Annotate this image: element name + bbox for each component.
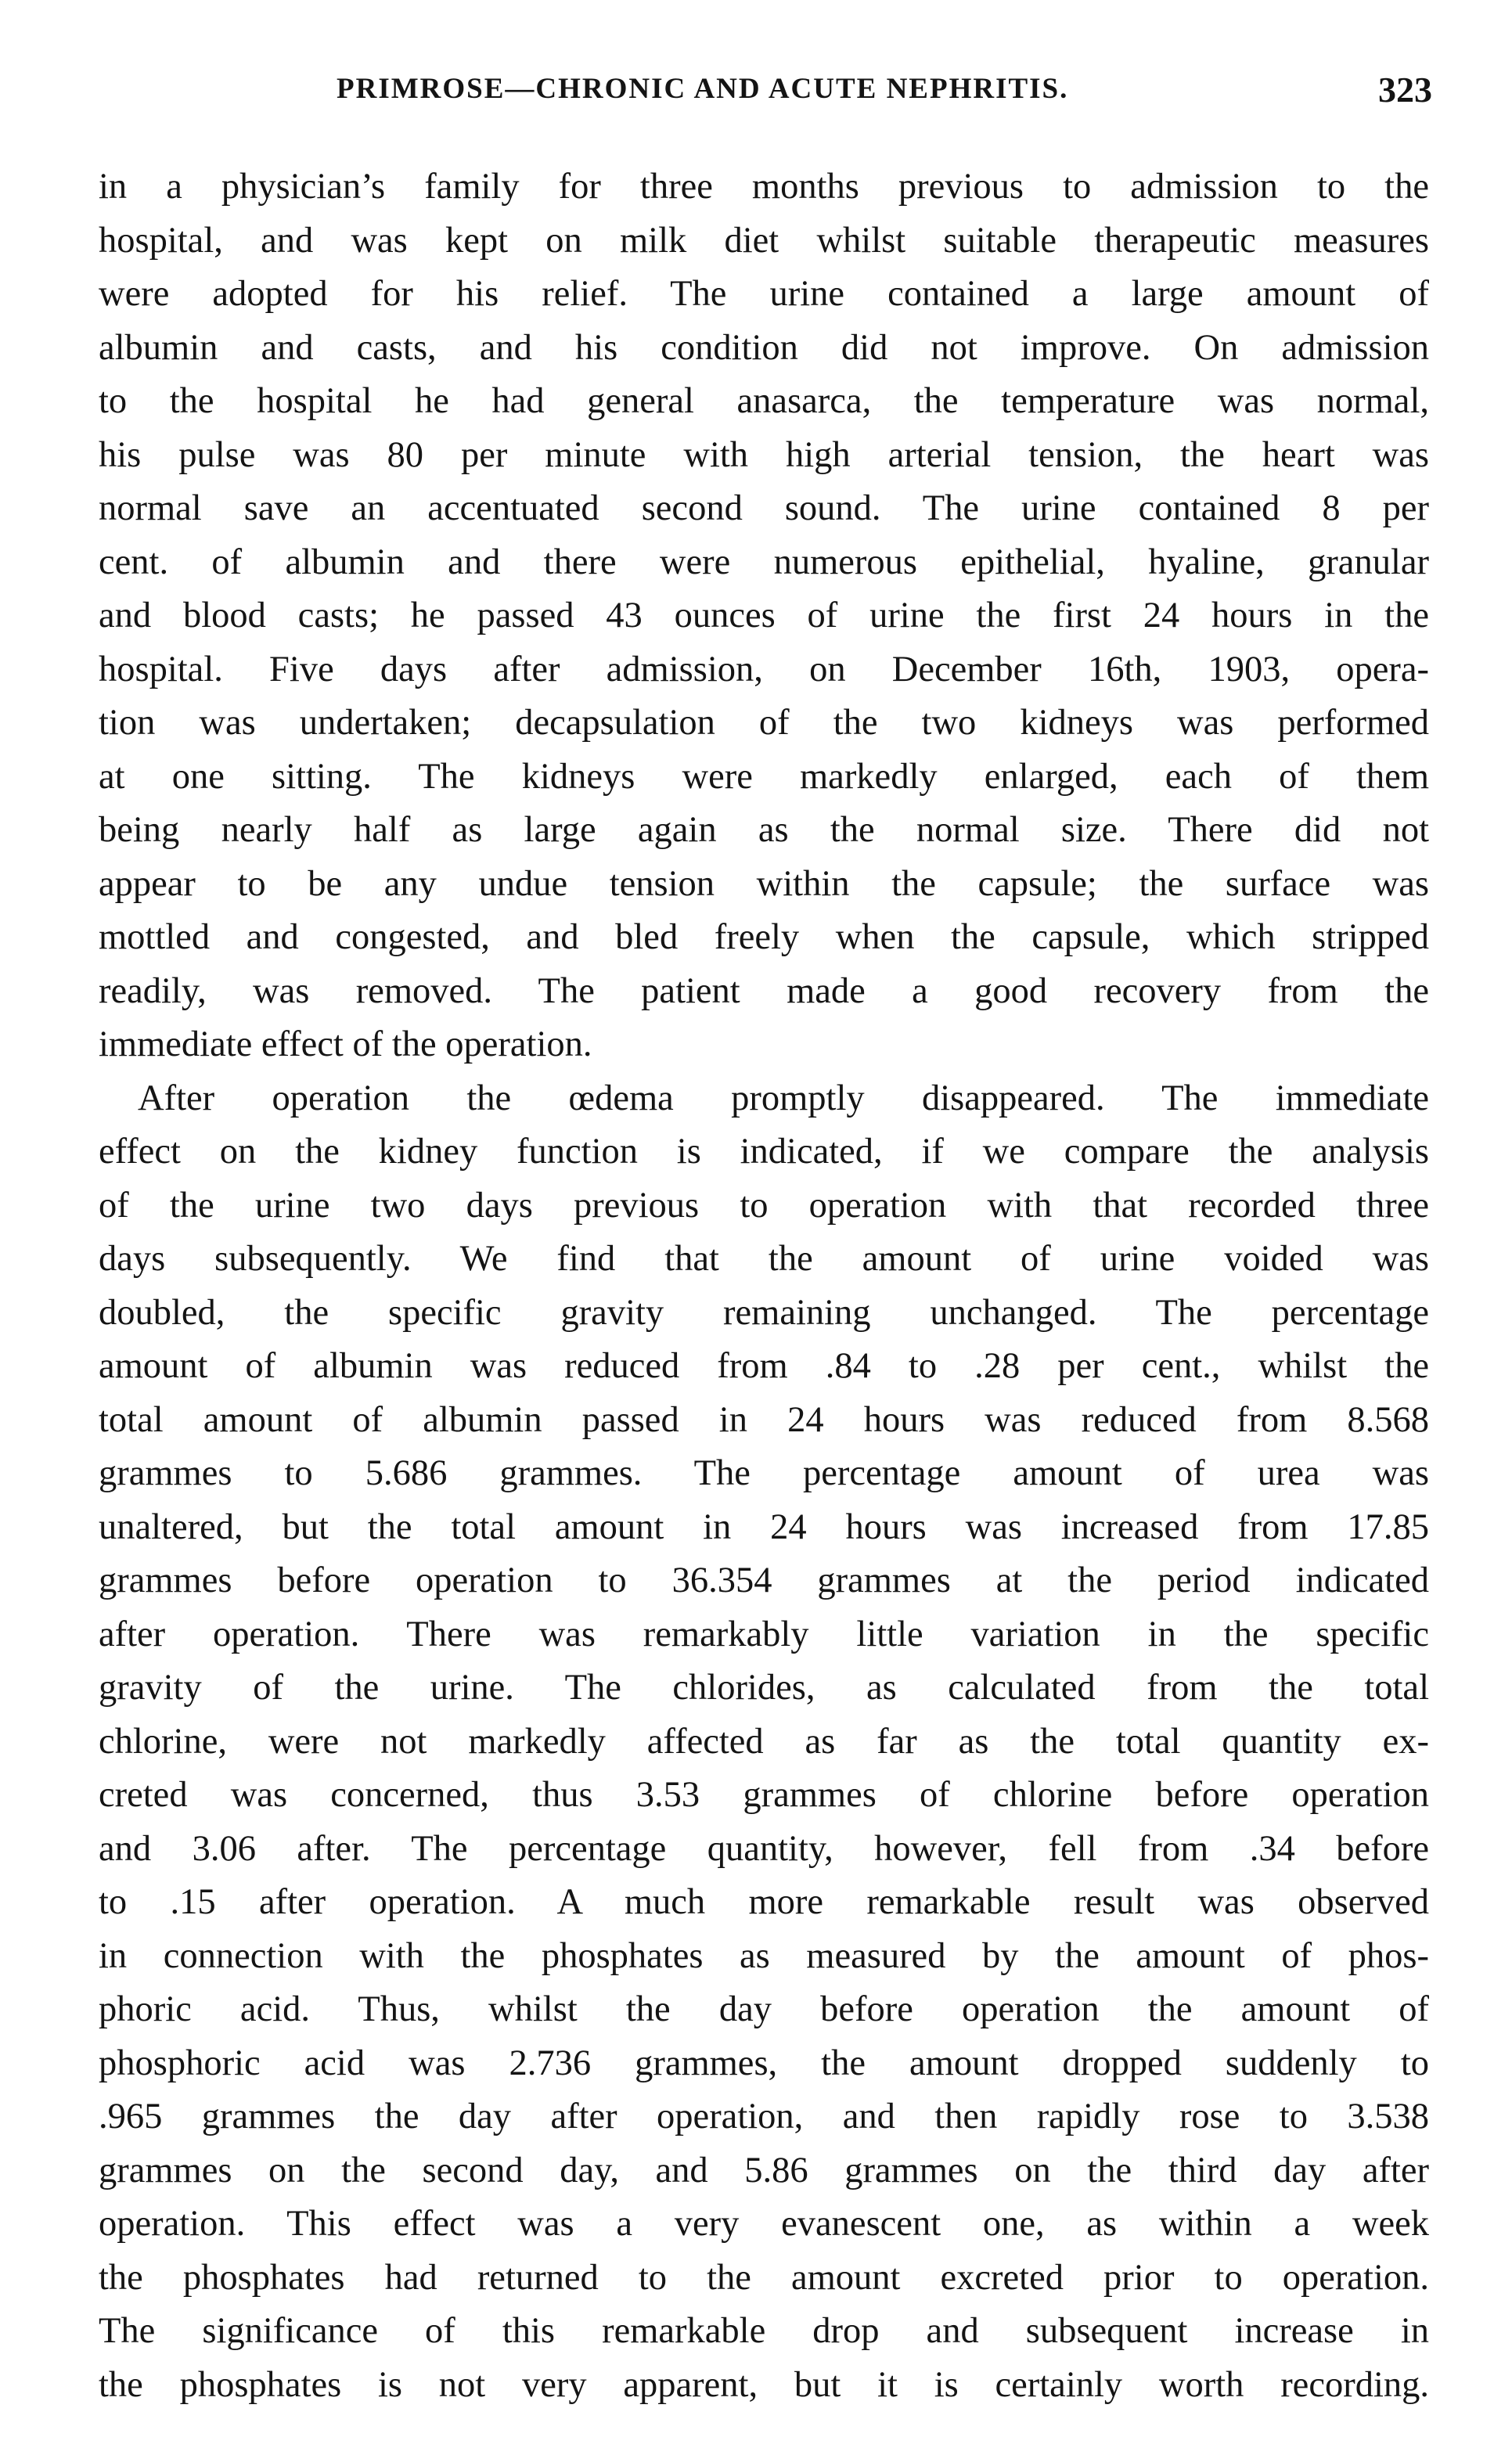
text-line: effect on the kidney function is indicated, if we compare the analysis	[99, 1132, 1429, 1172]
text-line: phoric acid. Thus, whilst the day before operation the amount of	[99, 1989, 1429, 2029]
text-line: phosphoric acid was 2.736 grammes, the amount dropped suddenly to	[99, 2043, 1429, 2083]
page-header	[102, 72, 1432, 119]
text-line: hospital. Five days after admission, on December 16th, 1903, opera-	[99, 649, 1429, 689]
text-line: in a physician’s family for three months previous to admission to the	[99, 167, 1429, 207]
text-line: total amount of albumin passed in 24 hours was reduced from 8.568	[99, 1399, 1429, 1440]
text-line: chlorine, were not markedly affected as far as the total quantity ex-	[99, 1721, 1429, 1762]
text-line: after operation. There was remarkably little variation in the specific	[99, 1614, 1429, 1654]
text-line: creted was concerned, thus 3.53 grammes of chlorine before operation	[99, 1775, 1429, 1815]
paragraph-start-line: After operation the œdema promptly disappeared. The immediate	[138, 1078, 1429, 1118]
text-line: grammes before operation to 36.354 grammes at the period indicated	[99, 1560, 1429, 1600]
text-line: doubled, the specific gravity remaining unchanged. The percentage	[99, 1292, 1429, 1333]
text-line: cent. of albumin and there were numerous epithelial, hyaline, granular	[99, 542, 1429, 582]
running-head: PRIMROSE—CHRONIC AND ACUTE NEPHRITIS.	[337, 73, 1069, 105]
text-line: albumin and casts, and his condition did not improve. On admission	[99, 327, 1429, 368]
text-line: grammes to 5.686 grammes. The percentage amount of urea was	[99, 1453, 1429, 1493]
text-line: and 3.06 after. The percentage quantity, however, fell from .34 before	[99, 1828, 1429, 1869]
text-line: the phosphates had returned to the amount excreted prior to operation.	[99, 2257, 1429, 2298]
text-line: amount of albumin was reduced from .84 to .28 per cent., whilst the	[99, 1346, 1429, 1386]
text-line: in connection with the phosphates as measured by the amount of phos-	[99, 1935, 1429, 1976]
text-line: grammes on the second day, and 5.86 grammes on the third day after	[99, 2150, 1429, 2190]
text-line: to .15 after operation. A much more remarkable result was observed	[99, 1882, 1429, 1922]
text-line: normal save an accentuated second sound. The urine contained 8 per	[99, 488, 1429, 528]
text-line: days subsequently. We find that the amount of urine voided was	[99, 1239, 1429, 1279]
text-line: were adopted for his relief. The urine contained a large amount of	[99, 274, 1429, 314]
text-line: hospital, and was kept on milk diet whilst suitable therapeutic measures	[99, 220, 1429, 261]
text-line: .965 grammes the day after operation, and then rapidly rose to 3.538	[99, 2097, 1429, 2136]
text-line: appear to be any undue tension within the capsule; the surface was	[99, 863, 1429, 904]
text-line: to the hospital he had general anasarca, the temperature was normal,	[99, 381, 1429, 421]
body-text	[99, 160, 1429, 2412]
text-line: and blood casts; he passed 43 ounces of urine the first 24 hours in the	[99, 596, 1429, 635]
text-line: gravity of the urine. The chlorides, as calculated from the total	[99, 1668, 1429, 1708]
text-line: mottled and congested, and bled freely when the capsule, which stripped	[99, 917, 1429, 957]
text-line: of the urine two days previous to operation with that recorded three	[99, 1185, 1429, 1226]
text-line: unaltered, but the total amount in 24 hours was increased from 17.85	[99, 1506, 1429, 1547]
text-line: being nearly half as large again as the normal size. There did not	[99, 810, 1429, 850]
page-number: 323	[1378, 70, 1432, 110]
text-line: tion was undertaken; decapsulation of the two kidneys was performed	[99, 703, 1429, 743]
text-line: operation. This effect was a very evanescent one, as within a week	[99, 2204, 1429, 2244]
text-line: immediate effect of the operation.	[99, 1024, 592, 1064]
text-line: his pulse was 80 per minute with high arterial tension, the heart was	[99, 434, 1429, 475]
text-line: readily, was removed. The patient made a good recovery from the	[99, 970, 1429, 1011]
text-line: The significance of this remarkable drop and subsequent increase in	[99, 2311, 1429, 2351]
text-line: the phosphates is not very apparent, but it is certainly worth recording.	[99, 2364, 1429, 2405]
text-line: at one sitting. The kidneys were markedly enlarged, each of them	[99, 756, 1429, 797]
